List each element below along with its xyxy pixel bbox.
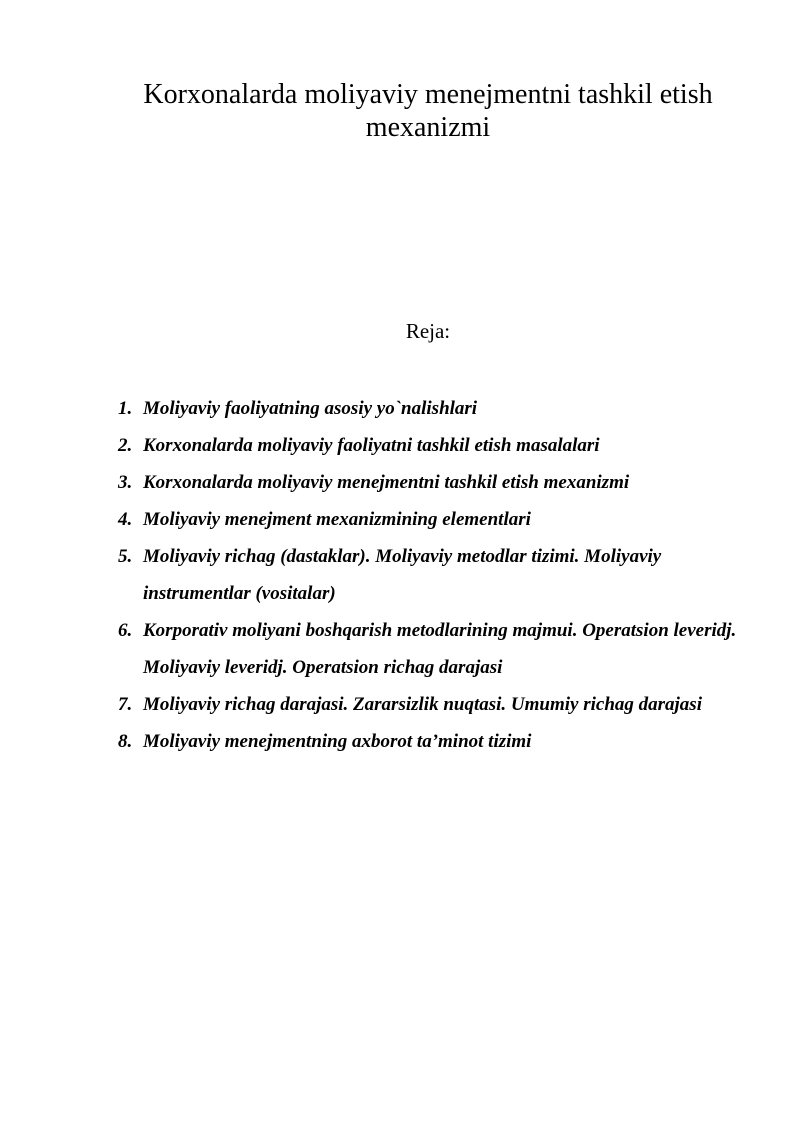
plan-item-1: [118, 390, 748, 427]
plan-item-text: Moliyaviy menejment mexanizmining elementlari: [143, 509, 531, 530]
plan-item-number: 6.: [118, 620, 133, 641]
plan-item-6: [118, 612, 748, 686]
plan-item-text: Korxonalarda moliyaviy menejmentni tashkil etish mexanizmi: [143, 472, 630, 493]
plan-item-text: Moliyaviy faoliyatning asosiy yo`nalishlari: [143, 398, 478, 419]
plan-item-number: 1.: [118, 398, 133, 419]
plan-item-text: Moliyaviy richag (dastaklar). Moliyaviy metodlar tizimi. Moliyaviy instrumentlar (vositalar): [143, 546, 662, 604]
plan-item-3: [118, 464, 748, 501]
plan-item-text: Korxonalarda moliyaviy faoliyatni tashkil etish masalalari: [143, 435, 600, 456]
plan-heading: Reja:: [405, 319, 451, 343]
plan-item-text: Moliyaviy menejmentning axborot ta’minot tizimi: [143, 731, 532, 752]
plan-item-2: [118, 427, 748, 464]
plan-item-number: 3.: [118, 472, 133, 493]
plan-item-number: 2.: [118, 435, 133, 456]
plan-item-5: [118, 538, 748, 612]
plan-item-text: Korporativ moliyani boshqarish metodlarining majmui. Operatsion leveridj. Moliyaviy leveridj. Operatsion richag darajasi: [143, 620, 737, 678]
plan-item-4: [118, 501, 748, 538]
plan-item-number: 5.: [118, 546, 133, 567]
plan-item-text: Moliyaviy richag darajasi. Zararsizlik nuqtasi. Umumiy richag darajasi: [143, 694, 702, 715]
plan-list: [118, 390, 748, 760]
plan-item-number: 4.: [118, 509, 133, 530]
document-title: Korxonalarda moliyaviy menejmentni tashkil etish mexanizmi: [143, 79, 713, 143]
plan-item-8: [118, 723, 748, 760]
plan-item-number: 8.: [118, 731, 133, 752]
plan-item-number: 7.: [118, 694, 133, 715]
plan-item-7: [118, 686, 748, 723]
